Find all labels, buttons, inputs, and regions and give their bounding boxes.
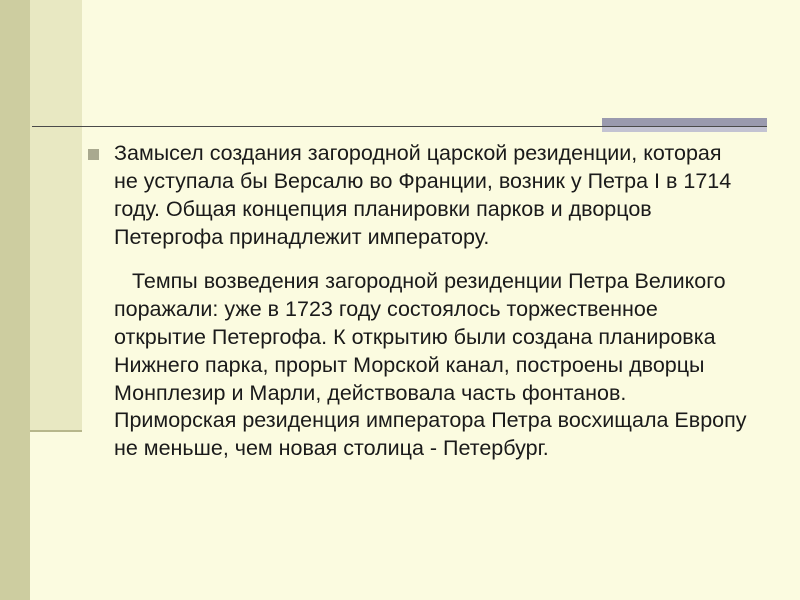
left-inner-band — [30, 0, 82, 430]
accent-bar-dark — [602, 118, 767, 126]
slide-body — [88, 140, 748, 463]
accent-bar-light — [602, 127, 767, 132]
paragraph-text: Темпы возведения загородной резиденции Петра Великого поражали: уже в 1723 году состоялось торжественное открытие Петергофа. К открытию были создана планировка Нижнего парка, прорыт Морской канал, построены дворцы Монплезир и Марли, действовала часть фонтанов. Приморская резиденция императора Петра восхищала Европу не меньше, чем новая столица - Петербург. — [114, 268, 747, 461]
left-lower-band — [0, 430, 30, 600]
left-band-divider — [30, 430, 82, 432]
paragraph-text: Замысел создания загородной царской резиденции, которая не уступала бы Версалю во Франции, возник у Петра I в 1714 году. Общая концепция планировки парков и дворцов Петергофа принадлежит императору. — [114, 141, 732, 249]
bullet-square-icon — [88, 149, 99, 160]
body-paragraph-2 — [88, 268, 748, 464]
body-paragraph-1 — [88, 140, 748, 252]
